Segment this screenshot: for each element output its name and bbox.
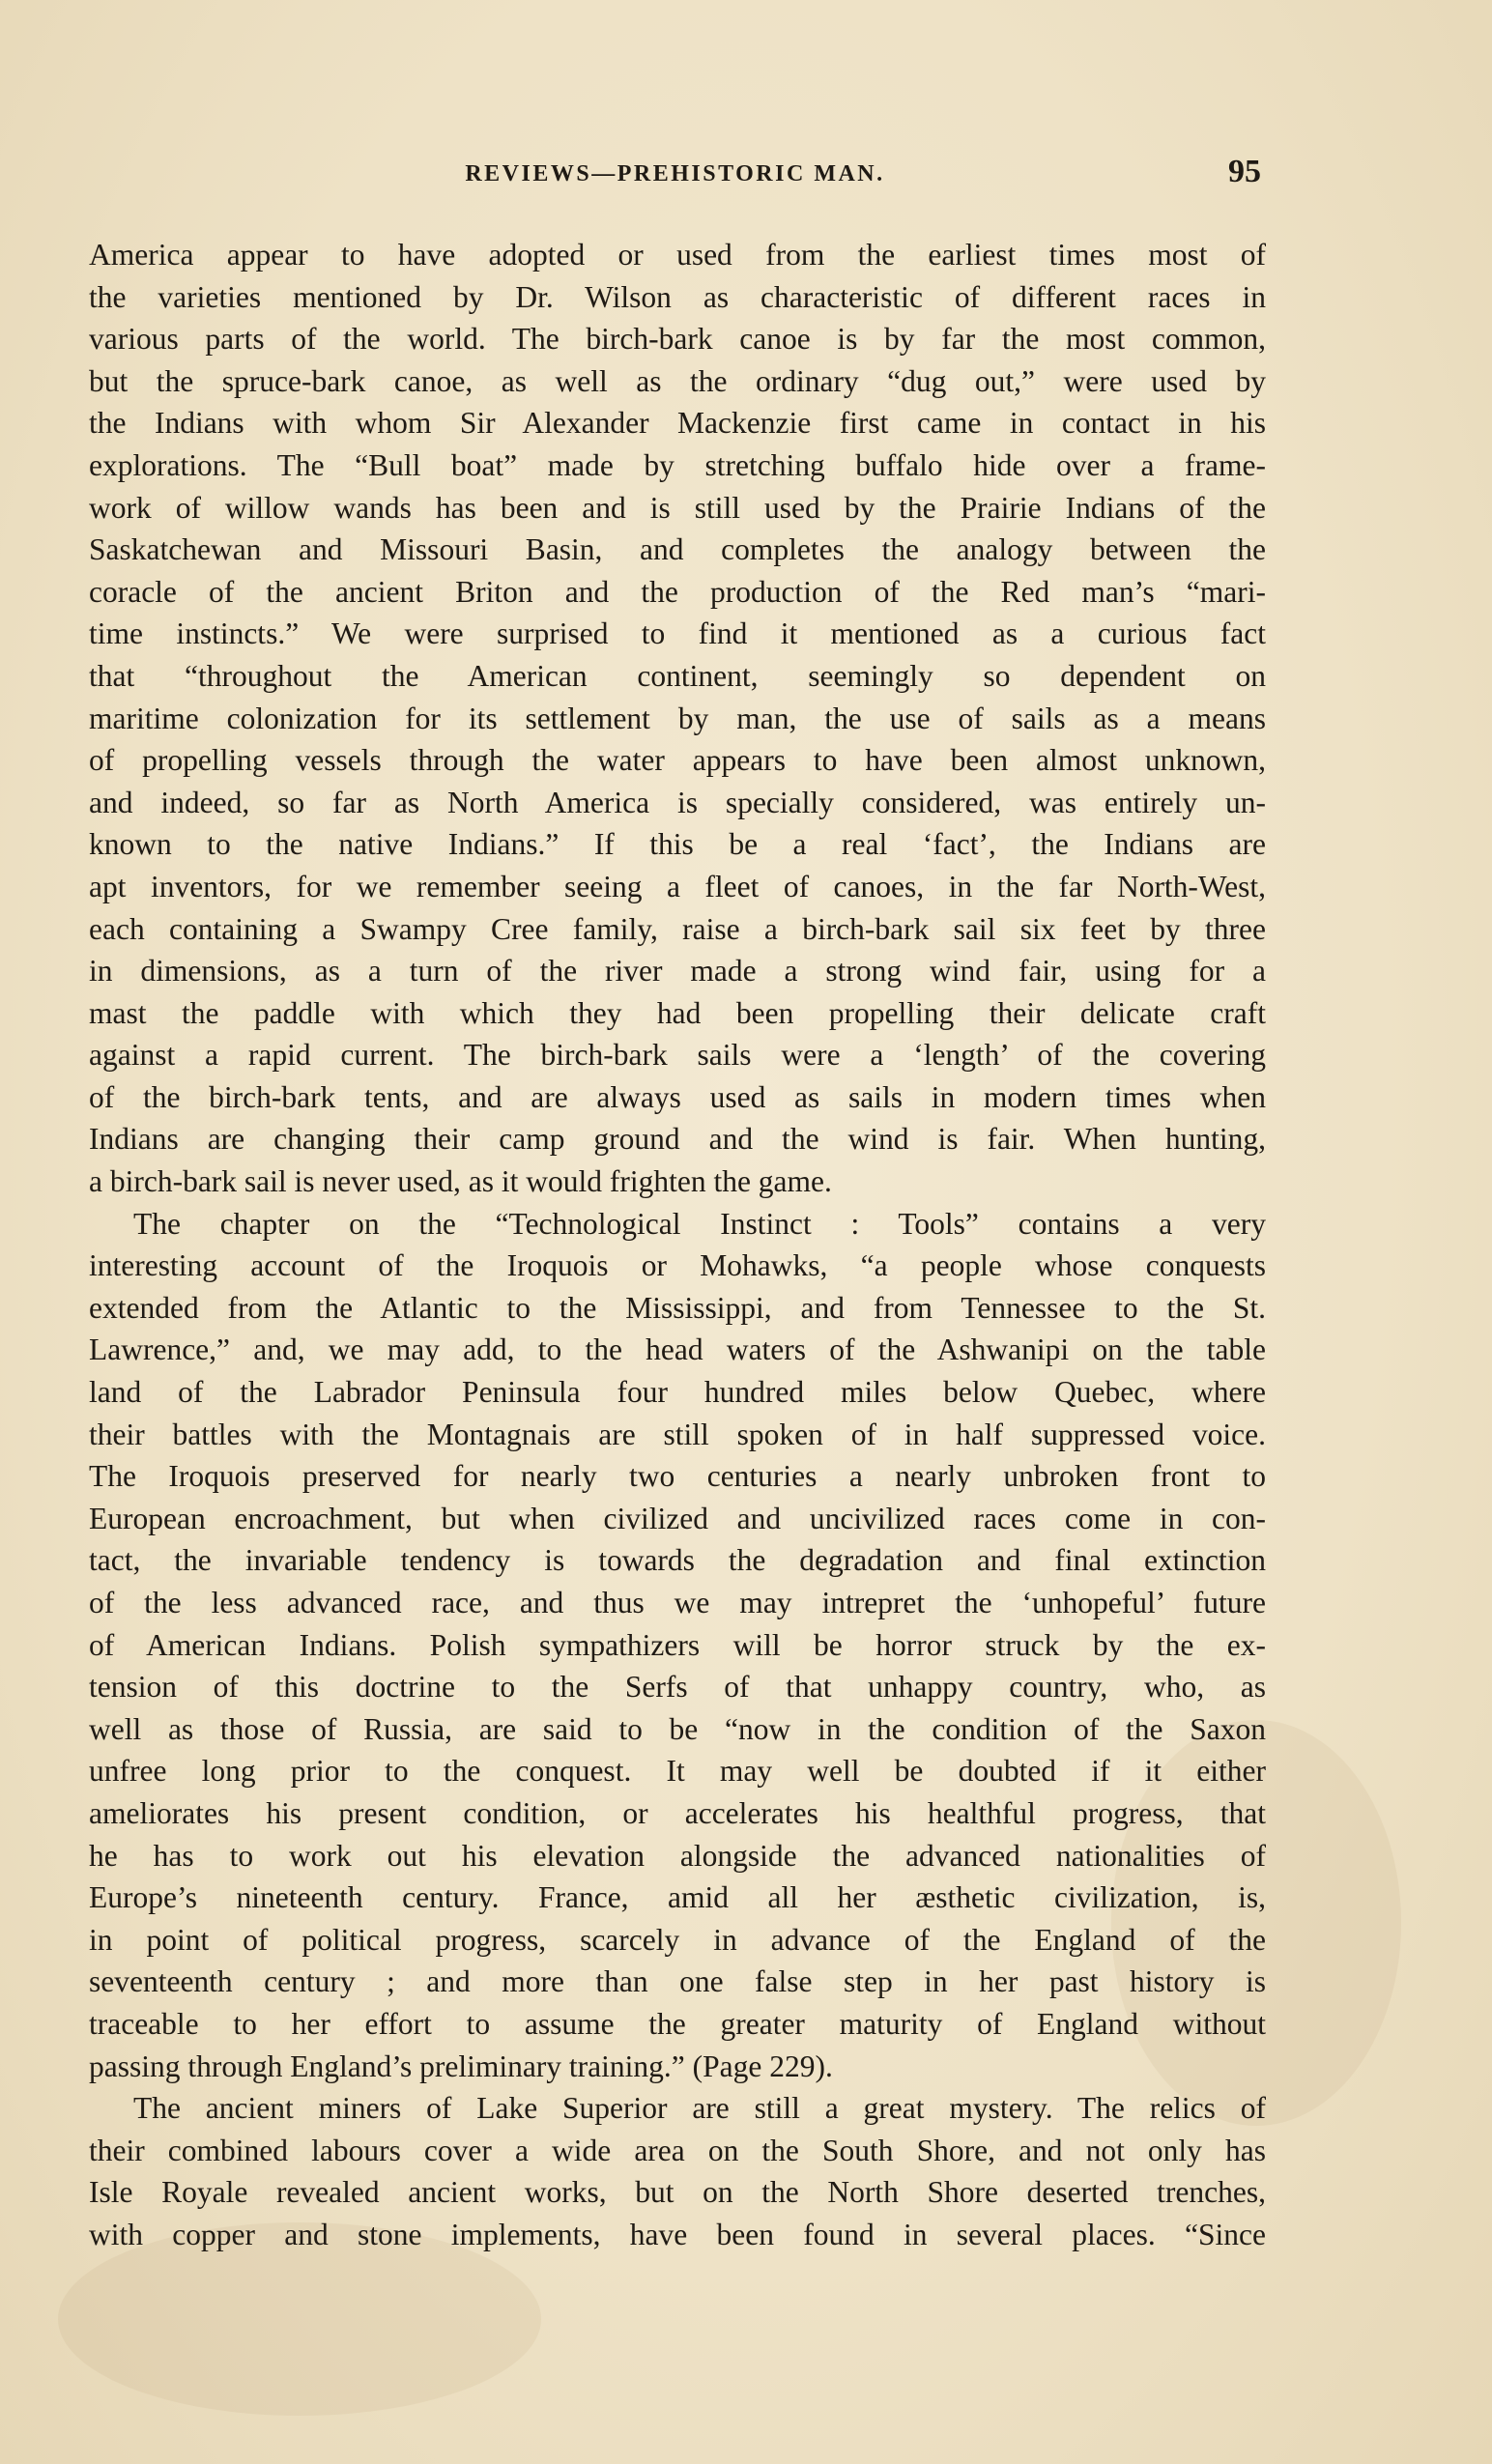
- text-line: interesting account of the Iroquois or Mohawks, “a people whose conquests: [89, 1248, 1266, 1283]
- text-line: the Indians with whom Sir Alexander Mackenzie first came in contact in his: [89, 406, 1266, 441]
- text-line: seventeenth century ; and more than one false step in her past history is: [89, 1964, 1266, 1999]
- text-line: America appear to have adopted or used from the earliest times most of: [89, 238, 1266, 272]
- text-line: tension of this doctrine to the Serfs of that unhappy country, who, as: [89, 1670, 1266, 1705]
- text-line: explorations. The “Bull boat” made by stretching buffalo hide over a frame-: [89, 447, 1266, 482]
- text-line: Saskatchewan and Missouri Basin, and completes the analogy between the: [89, 532, 1266, 567]
- text-line: tact, the invariable tendency is towards the degradation and final extinction: [89, 1543, 1266, 1578]
- text-line: Isle Royale revealed ancient works, but on the North Shore deserted trenches,: [89, 2175, 1266, 2210]
- text-line: the varieties mentioned by Dr. Wilson as characteristic of different races in: [89, 279, 1266, 314]
- text-line: of propelling vessels through the water appears to have been almost unknown,: [89, 743, 1266, 778]
- text-line: that “throughout the American continent, seemingly so dependent on: [89, 658, 1266, 693]
- text-line: mast the paddle with which they had been propelling their delicate craft: [89, 995, 1266, 1030]
- text-line: Indians are changing their camp ground and the wind is fair. When hunting,: [89, 1122, 1266, 1157]
- text-line: in dimensions, as a turn of the river made a strong wind fair, using for a: [89, 954, 1266, 988]
- text-line: in point of political progress, scarcely in advance of the England of the: [89, 1922, 1266, 1957]
- page-number: 95: [1228, 154, 1261, 189]
- text-line: The chapter on the “Technological Instinct : Tools” contains a very: [133, 1206, 1266, 1241]
- text-line: Europe’s nineteenth century. France, amid all her æsthetic civilization, is,: [89, 1880, 1266, 1915]
- page-header: [89, 154, 1261, 196]
- running-head: REVIEWS—PREHISTORIC MAN.: [465, 161, 885, 186]
- text-line: passing through England’s preliminary training.” (Page 229).: [89, 2049, 833, 2083]
- text-line: The ancient miners of Lake Superior are still a great mystery. The relics of: [133, 2091, 1266, 2126]
- text-line: against a rapid current. The birch-bark sails were a ‘length’ of the covering: [89, 1038, 1266, 1073]
- text-line: but the spruce-bark canoe, as well as the ordinary “dug out,” were used by: [89, 363, 1266, 398]
- text-line: maritime colonization for its settlement by man, the use of sails as a means: [89, 701, 1266, 735]
- text-line: well as those of Russia, are said to be “now in the condition of the Saxon: [89, 1711, 1266, 1746]
- text-line: various parts of the world. The birch-bark canoe is by far the most common,: [89, 322, 1266, 357]
- text-line: a birch-bark sail is never used, as it would frighten the game.: [89, 1164, 832, 1199]
- text-line: extended from the Atlantic to the Mississippi, and from Tennessee to the St.: [89, 1290, 1266, 1325]
- text-line: Lawrence,” and, we may add, to the head waters of the Ashwanipi on the table: [89, 1332, 1266, 1367]
- text-line: of the less advanced race, and thus we may intrepret the ‘unhopeful’ future: [89, 1586, 1266, 1619]
- text-line: work of willow wands has been and is still used by the Prairie Indians of the: [89, 490, 1266, 525]
- text-line: coracle of the ancient Briton and the production of the Red man’s “mari-: [89, 574, 1266, 609]
- text-line: their combined labours cover a wide area on the South Shore, and not only has: [89, 2133, 1266, 2167]
- text-line: each containing a Swampy Cree family, raise a birch-bark sail six feet by three: [89, 911, 1266, 946]
- text-line: with copper and stone implements, have been found in several places. “Since: [89, 2217, 1266, 2251]
- text-line: land of the Labrador Peninsula four hundred miles below Quebec, where: [89, 1375, 1266, 1410]
- text-line: he has to work out his elevation alongside the advanced nationalities of: [89, 1838, 1266, 1873]
- text-line: time instincts.” We were surprised to find it mentioned as a curious fact: [89, 616, 1266, 651]
- text-line: ameliorates his present condition, or accelerates his healthful progress, that: [89, 1795, 1266, 1830]
- text-line: apt inventors, for we remember seeing a fleet of canoes, in the far North-West,: [89, 869, 1266, 903]
- text-line: European encroachment, but when civilized and uncivilized races come in con-: [89, 1501, 1266, 1535]
- text-line: known to the native Indians.” If this be a real ‘fact’, the Indians are: [89, 827, 1266, 862]
- text-line: their battles with the Montagnais are still spoken of in half suppressed voice.: [89, 1417, 1266, 1451]
- text-line: traceable to her effort to assume the greater maturity of England without: [89, 2006, 1266, 2041]
- text-line: unfree long prior to the conquest. It may well be doubted if it either: [89, 1754, 1266, 1789]
- body-text: [89, 234, 1266, 2256]
- text-line: of American Indians. Polish sympathizers will be horror struck by the ex-: [89, 1627, 1266, 1662]
- text-line: The Iroquois preserved for nearly two centuries a nearly unbroken front to: [89, 1459, 1266, 1494]
- text-line: and indeed, so far as North America is specially considered, was entirely un-: [89, 785, 1266, 819]
- text-line: of the birch-bark tents, and are always used as sails in modern times when: [89, 1079, 1266, 1114]
